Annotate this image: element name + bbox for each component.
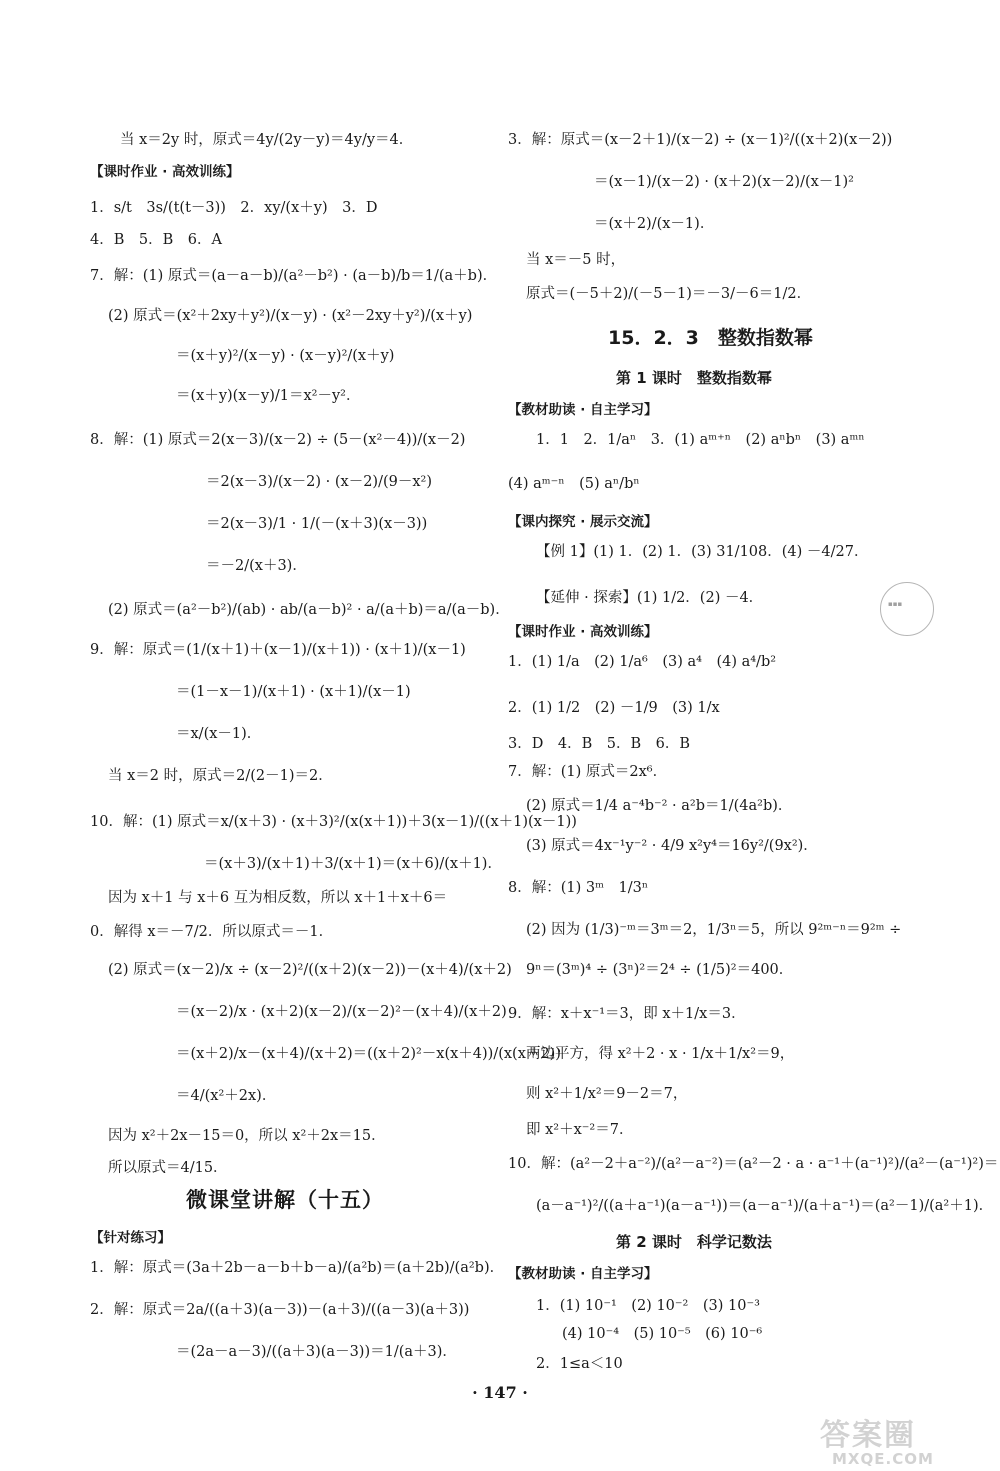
left-line-4: 7．解：(1) 原式＝(a－a－b)/(a²－b²) · (a－b)/b＝1/(a＋b)． bbox=[90, 268, 498, 284]
right-tag-10: 【课内探究 · 展示交流】 bbox=[508, 514, 658, 530]
left-line-22: ＝(x－2)/x · (x＋2)(x－2)/(x－2)²－(x＋4)/(x＋2) bbox=[176, 1004, 507, 1020]
left-line-18: ＝(x＋3)/(x＋1)＋3/(x＋1)＝(x＋6)/(x＋1)． bbox=[204, 856, 502, 872]
right-line-4: 原式＝(－5＋2)/(－5－1)＝－3/－6＝1/2． bbox=[526, 286, 812, 302]
right-line-15: 2．(1) 1/2 (2) －1/9 (3) 1/x bbox=[508, 700, 720, 716]
right-line-0: 3．解：原式＝(x－2＋1)/(x－2) ÷ (x－1)²/((x＋2)(x－2)) bbox=[508, 132, 893, 148]
right-line-22: 9ⁿ＝(3ᵐ)⁴ ÷ (3ⁿ)²＝2⁴ ÷ (1/5)²＝400． bbox=[526, 962, 794, 978]
left-line-13: 9．解：原式＝(1/(x＋1)＋(x－1)/(x＋1)) · (x＋1)/(x－1) bbox=[90, 642, 466, 658]
left-line-9: ＝2(x－3)/(x－2) · (x－2)/(9－x²) bbox=[206, 474, 433, 490]
left-line-6: ＝(x＋y)²/(x－y) · (x－y)²/(x＋y) bbox=[176, 348, 395, 364]
watermark-line1: 答案圈 bbox=[820, 1418, 916, 1453]
right-line-24: 两边平方，得 x²＋2 · x · 1/x＋1/x²＝9， bbox=[526, 1046, 795, 1062]
right-line-16: 3．D 4．B 5．B 6．B bbox=[508, 736, 690, 752]
left-line-21: (2) 原式＝(x－2)/x ÷ (x－2)²/((x＋2)(x－2))－(x＋4)/(x＋2) bbox=[108, 962, 512, 978]
right-line-17: 7．解：(1) 原式＝2x⁶． bbox=[508, 764, 668, 780]
right-line-11: 【例 1】(1) 1．(2) 1．(3) 31/108．(4) －4/27． bbox=[536, 544, 869, 560]
right-section-5: 15．2．3 整数指数幂 bbox=[608, 327, 813, 349]
right-line-8: 1．1 2．1/aⁿ 3．(1) aᵐ⁺ⁿ (2) aⁿbⁿ (3) aᵐⁿ bbox=[536, 432, 865, 448]
page-number: · 147 · bbox=[472, 1383, 528, 1402]
right-line-3: 当 x＝－5 时， bbox=[526, 252, 626, 268]
stamp-icon bbox=[880, 582, 934, 636]
right-tag-30: 【教材助读 · 自主学习】 bbox=[508, 1266, 658, 1282]
left-line-24: ＝4/(x²＋2x)． bbox=[176, 1088, 277, 1104]
right-line-32: (4) 10⁻⁴ (5) 10⁻⁵ (6) 10⁻⁶ bbox=[562, 1326, 763, 1342]
right-line-26: 即 x²＋x⁻²＝7． bbox=[526, 1122, 634, 1138]
right-line-20: 8．解：(1) 3ᵐ 1/3ⁿ bbox=[508, 880, 649, 896]
watermark-line2: MXQE.COM bbox=[832, 1450, 934, 1468]
right-line-19: (3) 原式＝4x⁻¹y⁻² · 4/9 x²y⁴＝16y²/(9x²)． bbox=[526, 838, 818, 854]
left-line-25: 因为 x²＋2x－15＝0，所以 x²＋2x＝15． bbox=[108, 1128, 386, 1144]
left-tag-1: 【课时作业 · 高效训练】 bbox=[90, 164, 240, 180]
left-line-17: 10．解：(1) 原式＝x/(x＋3) · (x＋3)²/(x(x＋1))＋3(x－1)/((x＋1)(x－1)) bbox=[90, 814, 577, 830]
right-line-18: (2) 原式＝1/4 a⁻⁴b⁻² · a²b＝1/(4a²b)． bbox=[526, 798, 793, 814]
left-line-0: 当 x＝2y 时，原式＝4y/(2y－y)＝4y/y＝4． bbox=[120, 132, 414, 148]
right-line-28: (a－a⁻¹)²/((a＋a⁻¹)(a－a⁻¹))＝(a－a⁻¹)/(a＋a⁻¹)＝(a²－1)/(a²＋1)． bbox=[536, 1198, 994, 1214]
right-line-21: (2) 因为 (1/3)⁻ᵐ＝3ᵐ＝2，1/3ⁿ＝5，所以 9²ᵐ⁻ⁿ＝9²ᵐ ÷ bbox=[526, 922, 902, 938]
right-tag-13: 【课时作业 · 高效训练】 bbox=[508, 624, 658, 640]
right-line-14: 1．(1) 1/a (2) 1/a⁶ (3) a⁴ (4) a⁴/b² bbox=[508, 654, 777, 670]
right-line-23: 9．解：x＋x⁻¹＝3，即 x＋1/x＝3． bbox=[508, 1006, 746, 1022]
right-line-9: (4) aᵐ⁻ⁿ (5) aⁿ/bⁿ bbox=[508, 476, 640, 492]
right-line-25: 则 x²＋1/x²＝9－2＝7， bbox=[526, 1086, 688, 1102]
left-line-12: (2) 原式＝(a²－b²)/(ab) · ab/(a－b)² · a/(a＋b)＝a/(a－b)． bbox=[108, 602, 510, 618]
left-tag-28: 【针对练习】 bbox=[90, 1230, 171, 1246]
left-line-19: 因为 x＋1 与 x＋6 互为相反数，所以 x＋1＋x＋6＝ bbox=[108, 890, 448, 906]
right-line-12: 【延伸 · 探索】(1) 1/2．(2) －4． bbox=[536, 590, 764, 606]
left-big-27: 微课堂讲解（十五） bbox=[186, 1188, 384, 1212]
left-line-7: ＝(x＋y)(x－y)/1＝x²－y²． bbox=[176, 388, 361, 404]
left-line-15: ＝x/(x－1)． bbox=[176, 726, 262, 742]
left-line-29: 1．解：原式＝(3a＋2b－a－b＋b－a)/(a²b)＝(a＋2b)/(a²b)． bbox=[90, 1260, 505, 1276]
left-line-11: ＝－2/(x＋3)． bbox=[206, 558, 307, 574]
left-line-30: 2．解：原式＝2a/((a＋3)(a－3))－(a＋3)/((a－3)(a＋3)) bbox=[90, 1302, 470, 1318]
right-line-33: 2．1≤a＜10 bbox=[536, 1356, 623, 1372]
right-line-31: 1．(1) 10⁻¹ (2) 10⁻² (3) 10⁻³ bbox=[536, 1298, 760, 1314]
left-line-26: 所以原式＝4/15． bbox=[108, 1160, 228, 1176]
left-line-3: 4．B 5．B 6．A bbox=[90, 232, 222, 248]
stamp-text: ▪▪▪ bbox=[888, 600, 903, 608]
left-line-20: 0．解得 x＝－7/2．所以原式＝－1． bbox=[90, 924, 334, 940]
right-lesson-29: 第 2 课时 科学记数法 bbox=[616, 1233, 772, 1251]
right-tag-7: 【教材助读 · 自主学习】 bbox=[508, 402, 658, 418]
right-line-1: ＝(x－1)/(x－2) · (x＋2)(x－2)/(x－1)² bbox=[594, 174, 854, 190]
watermark-logo bbox=[820, 1410, 934, 1468]
left-line-16: 当 x＝2 时，原式＝2/(2－1)＝2． bbox=[108, 768, 333, 784]
left-line-31: ＝(2a－a－3)/((a＋3)(a－3))＝1/(a＋3)． bbox=[176, 1344, 457, 1360]
right-line-27: 10．解：(a²－2＋a⁻²)/(a²－a⁻²)＝(a²－2 · a · a⁻¹＋(a⁻¹)²)/(a²－(a⁻¹)²)＝ bbox=[508, 1156, 999, 1172]
left-line-14: ＝(1－x－1)/(x＋1) · (x＋1)/(x－1) bbox=[176, 684, 411, 700]
left-line-2: 1．s/t 3s/(t(t－3)) 2．xy/(x＋y) 3．D bbox=[90, 200, 378, 216]
left-line-5: (2) 原式＝(x²＋2xy＋y²)/(x－y) · (x²－2xy＋y²)/(x＋y) bbox=[108, 308, 473, 324]
left-line-10: ＝2(x－3)/1 · 1/(－(x＋3)(x－3)) bbox=[206, 516, 428, 532]
left-line-8: 8．解：(1) 原式＝2(x－3)/(x－2) ÷ (5－(x²－4))/(x－2) bbox=[90, 432, 466, 448]
right-line-2: ＝(x＋2)/(x－1)． bbox=[594, 216, 715, 232]
right-lesson-6: 第 1 课时 整数指数幂 bbox=[616, 369, 772, 387]
left-line-23: ＝(x＋2)/x－(x＋4)/(x＋2)＝((x＋2)²－x(x＋4))/(x(x＋2)) bbox=[176, 1046, 561, 1062]
